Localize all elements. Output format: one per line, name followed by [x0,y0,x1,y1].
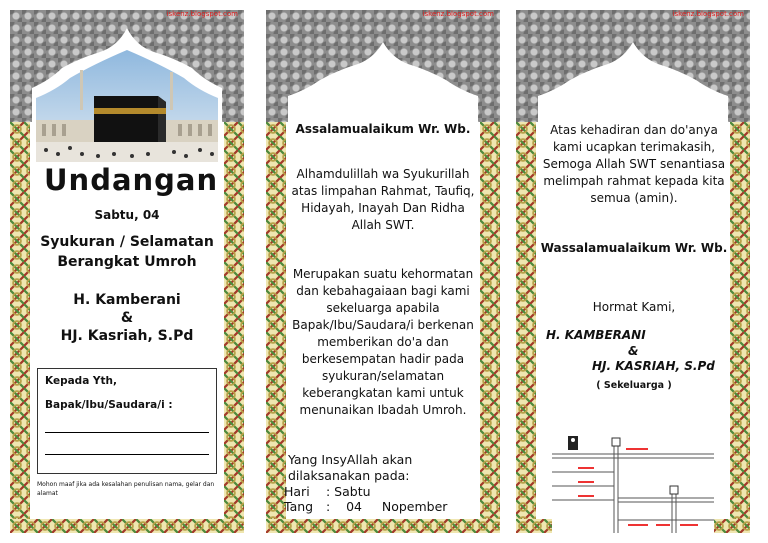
address-label-1: Kepada Yth, [45,375,118,387]
ornament-border-bottom [266,519,500,533]
signer-ampersand: & [628,344,639,358]
host-name-2: HJ. Kasriah, S.Pd [60,328,194,344]
ornament-border-right [480,122,500,533]
watermark-text: iskenz.blogspot.com [422,10,494,18]
mosque-arch-icon [266,10,500,122]
greeting: Assalamualaikum Wr. Wb. [295,122,471,136]
invitation-date: Sabtu, 04 [94,208,160,222]
host-name-1: H. Kamberani [73,292,181,308]
date-label: Tang [284,499,314,514]
address-line [45,441,209,455]
location-map [552,428,714,533]
schedule-day [284,484,478,500]
apology-note: Mohon maaf jika ada kesalahan penulisan nama, gelar dan alamat [37,481,215,497]
closing-greeting: Wassalamualaikum Wr. Wb. [540,241,728,255]
day-value: : Sabtu [326,484,371,499]
day-label: Hari [284,484,310,499]
invitation-title: Undangan [44,163,219,197]
ornament-border-left [266,122,286,533]
host-names [24,291,230,345]
event-line-1: Syukuran / Selamatan [40,234,214,250]
invitation-closing-panel [516,10,750,533]
watermark-text: iskenz.blogspot.com [672,10,744,18]
signer-name-1: H. KAMBERANI [546,328,646,342]
ornament-border-right [730,122,750,533]
opening-paragraph: Alhamdulillah wa Syukurillah atas limpahan Rahmat, Taufiq, Hidayah, Inayah Dan Ridha Allah SWT. [291,167,475,232]
ornament-border-bottom [10,519,244,533]
family-label: ( Sekeluarga ) [596,380,672,391]
address-box [37,368,217,474]
schedule-date [284,499,478,515]
invitation-cover-panel [10,10,244,533]
mosque-arch-icon [516,10,750,122]
event-line-2: Berangkat Umroh [57,254,197,270]
host-ampersand: & [120,310,134,326]
thanks-paragraph: Atas kehadiran dan do'anya kami ucapkan terimakasih, Semoga Allah SWT senantiasa melimpah rahmat kepada kita semua (amin). [542,123,726,205]
invitation-paragraph: Merupakan suatu kehormatan dan kebahagaiaan bagi kami sekeluarga apabila Bapak/Ibu/Saudara/i berkenan memberikan do'a dan berkesempatan hadir pada syukuran/selamatan keberangkatan kami untuk menunaikan Ibadah Umroh. [292,267,474,417]
header-pattern [266,10,500,122]
schedule-intro: Yang InsyAllah akan dilaksanakan pada: [288,452,413,483]
address-label-2: Bapak/Ibu/Saudara/i : [45,399,173,411]
address-line [45,419,209,433]
regards: Hormat Kami, [592,300,676,314]
header-pattern [516,10,750,122]
invitation-message-panel [266,10,500,533]
watermark-text: iskenz.blogspot.com [166,10,238,18]
kaaba-photo [36,50,218,162]
ornament-border-left [516,122,536,533]
signer-name-2: HJ. KASRIAH, S.Pd [592,359,715,373]
event-name [24,232,230,272]
date-value: : 04 Nopember [326,499,448,514]
